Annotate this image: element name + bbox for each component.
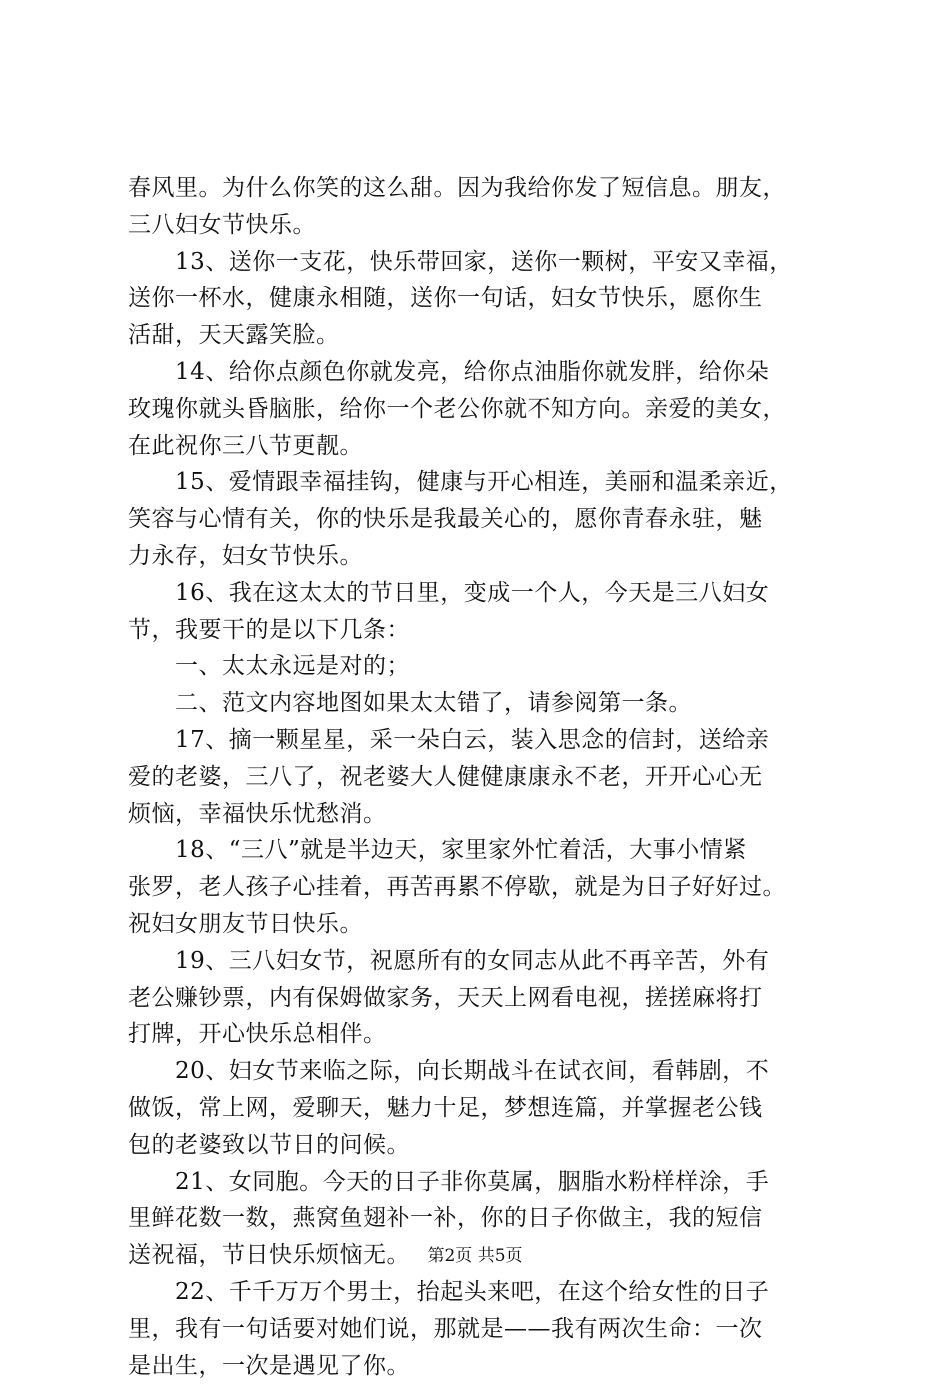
text-line: 送祝福，节日快乐烦恼无。 <box>128 1237 838 1274</box>
text-line: 张罗，老人孩子心挂着，再苦再累不停歇，就是为日子好好过。 <box>128 869 838 906</box>
text-line: 16、我在这太太的节日里，变成一个人，今天是三八妇女 <box>128 575 838 612</box>
text-line: 送你一杯水，健康永相随，送你一句话，妇女节快乐，愿你生 <box>128 280 838 317</box>
text-line: 18、“三八”就是半边天，家里家外忙着活，大事小情紧 <box>128 832 838 869</box>
text-line: 笑容与心情有关，你的快乐是我最关心的，愿你青春永驻，魅 <box>128 501 838 538</box>
text-line: 烦恼，幸福快乐忧愁消。 <box>128 796 838 833</box>
text-line: 爱的老婆，三八了，祝老婆大人健健康康永不老，开开心心无 <box>128 759 838 796</box>
text-line: 二、范文内容地图如果太太错了，请参阅第一条。 <box>128 685 838 722</box>
text-line: 一、太太永远是对的； <box>128 648 838 685</box>
document-body <box>128 170 838 1384</box>
text-line: 活甜，天天露笑脸。 <box>128 317 838 354</box>
text-line: 22、千千万万个男士，抬起头来吧，在这个给女性的日子 <box>128 1274 838 1311</box>
text-line: 三八妇女节快乐。 <box>128 207 838 244</box>
text-line: 里，我有一句话要对她们说，那就是——我有两次生命：一次 <box>128 1311 838 1348</box>
text-line: 21、女同胞。今天的日子非你莫属，胭脂水粉样样涂，手 <box>128 1164 838 1201</box>
text-line: 节，我要干的是以下几条： <box>128 612 838 649</box>
text-line: 春风里。为什么你笑的这么甜。因为我给你发了短信息。朋友， <box>128 170 838 207</box>
page-footer: 第2页 共5页 <box>0 1244 950 1268</box>
text-line: 做饭，常上网，爱聊天，魅力十足，梦想连篇，并掌握老公钱 <box>128 1090 838 1127</box>
text-line: 15、爱情跟幸福挂钩，健康与开心相连，美丽和温柔亲近， <box>128 464 838 501</box>
text-line: 祝妇女朋友节日快乐。 <box>128 906 838 943</box>
text-line: 打牌，开心快乐总相伴。 <box>128 1016 838 1053</box>
text-line: 17、摘一颗星星，采一朵白云，装入思念的信封，送给亲 <box>128 722 838 759</box>
text-line: 14、给你点颜色你就发亮，给你点油脂你就发胖，给你朵 <box>128 354 838 391</box>
text-line: 力永存，妇女节快乐。 <box>128 538 838 575</box>
text-line: 玫瑰你就头昏脑胀，给你一个老公你就不知方向。亲爱的美女， <box>128 391 838 428</box>
text-line: 老公赚钞票，内有保姆做家务，天天上网看电视，搓搓麻将打 <box>128 980 838 1017</box>
text-line: 在此祝你三八节更靓。 <box>128 428 838 465</box>
text-line: 包的老婆致以节日的问候。 <box>128 1127 838 1164</box>
text-line: 13、送你一支花，快乐带回家，送你一颗树，平安又幸福， <box>128 244 838 281</box>
text-line: 里鲜花数一数，燕窝鱼翅补一补，你的日子你做主，我的短信 <box>128 1200 838 1237</box>
text-line: 20、妇女节来临之际，向长期战斗在试衣间，看韩剧，不 <box>128 1053 838 1090</box>
text-line: 19、三八妇女节，祝愿所有的女同志从此不再辛苦，外有 <box>128 943 838 980</box>
text-line: 是出生，一次是遇见了你。 <box>128 1348 838 1384</box>
